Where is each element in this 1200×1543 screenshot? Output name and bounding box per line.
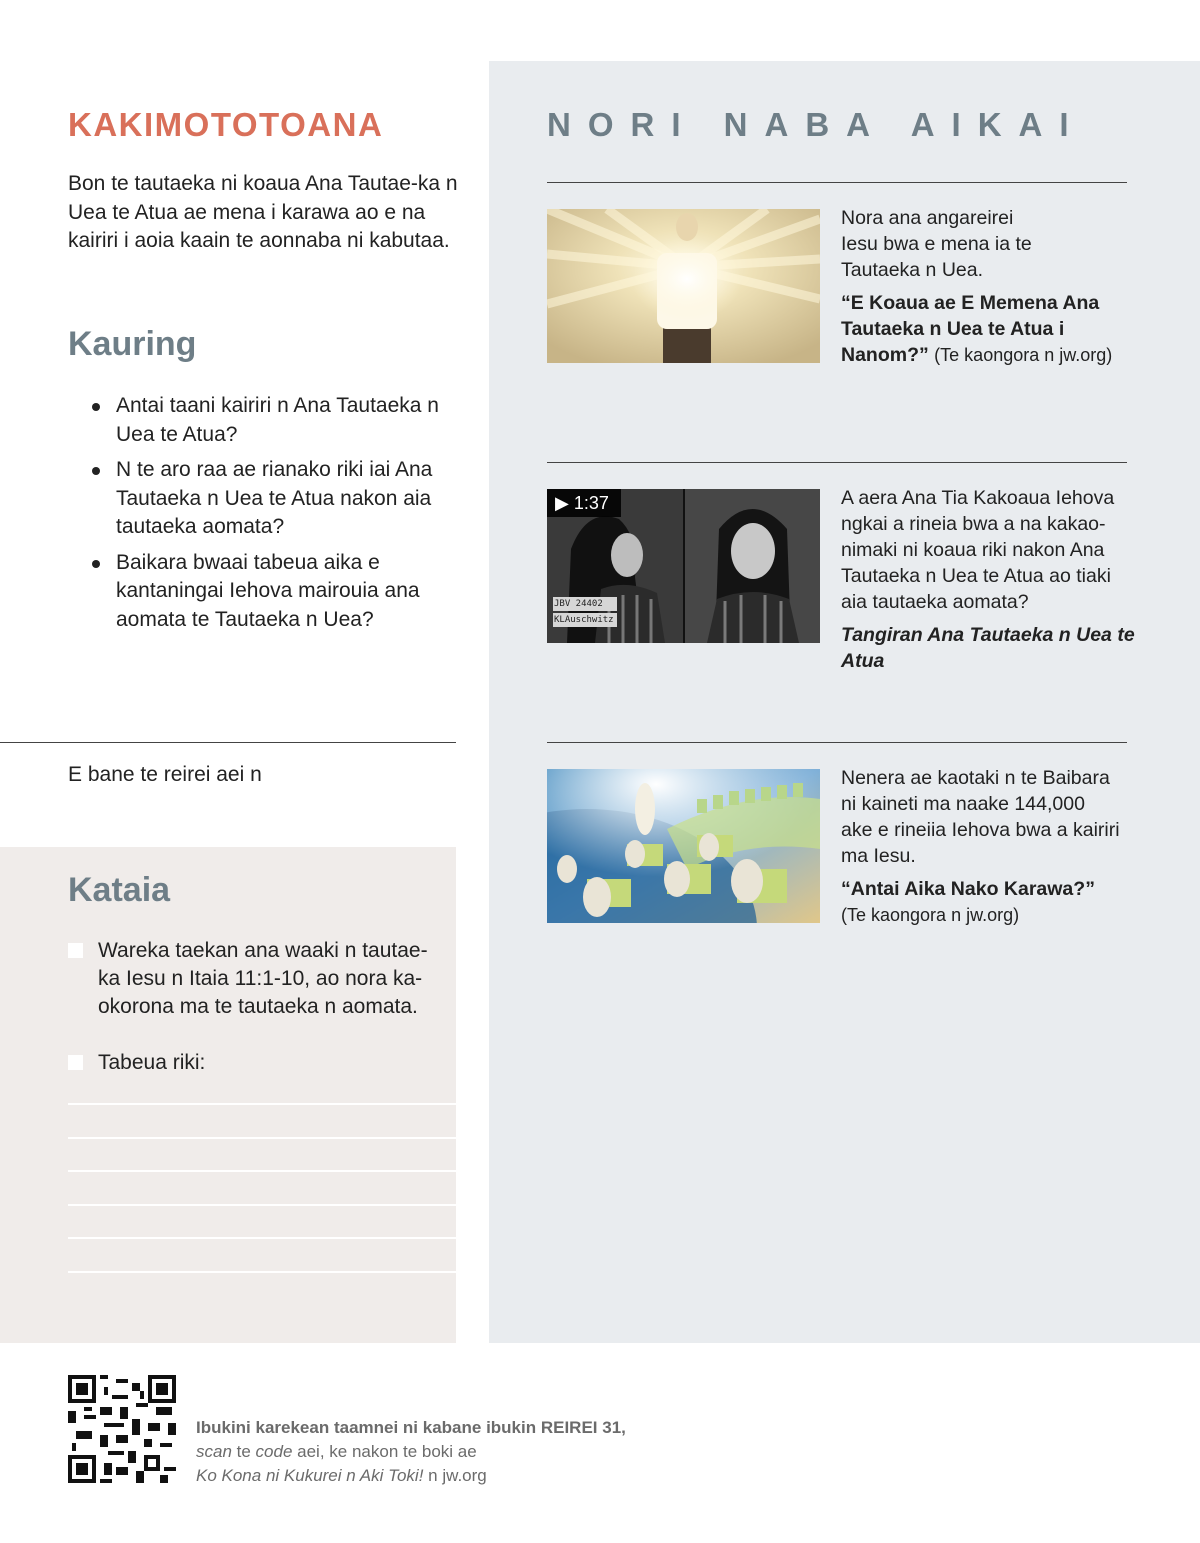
review-item-text: Antai taani kairiri n Ana Tautaeka n Uea te Atua? (116, 394, 439, 446)
checkbox-icon[interactable] (68, 943, 83, 958)
video-duration-badge[interactable] (547, 489, 621, 517)
divider (547, 462, 1127, 463)
goal-task-text: Tabeua riki: (98, 1051, 206, 1074)
writing-line[interactable] (68, 1170, 456, 1204)
play-icon: ▶ (555, 493, 569, 513)
writing-line[interactable] (68, 1237, 456, 1271)
explore-item-source: (Te kaongora n jw.org) (934, 345, 1113, 365)
explore-item-title[interactable]: “Antai Aika Nako Karawa?” (841, 878, 1095, 900)
explore-item-2-text (841, 485, 1136, 674)
heavenly-rulers-image[interactable] (547, 769, 820, 923)
explore-item-desc: Nora ana angareirei Iesu bwa e mena ia te Tautaeka n Uea. (841, 207, 1032, 281)
goal-task-2[interactable] (68, 1049, 438, 1077)
writing-line[interactable] (68, 1103, 456, 1137)
divider (0, 742, 456, 743)
footer-code: code (255, 1442, 293, 1461)
explore-item-title[interactable]: “E Koaua ae E Memena Ana Tautaeka n Uea te Atua i Nanom?” (841, 292, 1100, 366)
goal-task-1[interactable] (68, 937, 438, 1021)
qr-code-icon[interactable] (68, 1375, 176, 1483)
explore-item-3-text (841, 765, 1136, 928)
bullet-icon (92, 467, 100, 475)
explore-item-source: (Te kaongora n jw.org) (841, 905, 1020, 925)
mugshot-tag: JBV 24402 (554, 599, 603, 609)
writing-line[interactable] (68, 1137, 456, 1171)
review-heading: Kauring (68, 325, 197, 363)
video-duration: 1:37 (573, 493, 609, 513)
writing-line[interactable] (68, 1204, 456, 1238)
prisoner-photo-image[interactable] (547, 489, 820, 643)
footer-book-title[interactable]: Ko Kona ni Kukurei n Aki Toki! (196, 1466, 424, 1485)
writing-lines[interactable] (68, 1103, 456, 1305)
glowing-figure-image[interactable] (547, 209, 820, 363)
mugshot-place: KLAuschwitz (554, 615, 614, 625)
goal-task-text: Wareka taekan ana waaki n tautae-ka Iesu n Itaia 11:1-10, ao nora ka-okorona ma te tautaeka n aomata. (98, 939, 428, 1018)
bullet-icon (92, 560, 100, 568)
explore-heading: NORI NABA AIKAI (547, 106, 1086, 143)
divider (547, 742, 1127, 743)
completion-date-line: E bane te reirei aei n (68, 763, 262, 786)
review-item (92, 456, 457, 542)
review-list (92, 392, 457, 641)
explore-item-1-text (841, 205, 1136, 368)
review-item (92, 549, 457, 635)
writing-line[interactable] (68, 1271, 456, 1305)
goals-heading: Kataia (68, 871, 171, 909)
footer-line-2: aei, ke nakon te boki ae (292, 1442, 477, 1461)
review-item-text: N te aro raa ae rianako riki iai Ana Tautaeka n Uea te Atua nakon aia tautaeka aomata? (116, 458, 433, 538)
footer-line-3: n jw.org (423, 1466, 487, 1485)
summary-heading: KAKIMOTOTOANA (68, 106, 384, 143)
review-item (92, 392, 457, 449)
footer-line-1: Ibukini karekean taamnei ni kabane ibukin REIREI 31, (196, 1418, 626, 1437)
review-item-text: Baikara bwaai tabeua aika e kantaningai Iehova mairouia ana aomata te Tautaeka n Uea? (116, 550, 420, 631)
footer-note (196, 1416, 676, 1488)
footer-te: te (231, 1442, 256, 1461)
bullet-icon (92, 403, 100, 411)
explore-item-title[interactable]: Tangiran Ana Tautaeka n Uea te Atua (841, 624, 1135, 672)
explore-item-desc: Nenera ae kaotaki n te Baibara ni kaineti ma naake 144,000 ake e rineiia Iehova bwa a kairiri ma Iesu. (841, 767, 1120, 867)
explore-item-desc: A aera Ana Tia Kakoaua Iehova ngkai a rineia bwa a na kakao-nimaki ni koaua riki nakon Ana Tautaeka n Uea te Atua ao tiaki aia tautaeka aomata? (841, 487, 1115, 613)
divider (547, 182, 1127, 183)
footer-scan: scan (196, 1442, 232, 1461)
summary-text: Bon te tautaeka ni koaua Ana Tautae-ka n Uea te Atua ae mena i karawa ao e na kairiri i aoia kaain te aonnaba ni kabutaa. (68, 172, 458, 252)
checkbox-icon[interactable] (68, 1055, 83, 1070)
explore-item-link[interactable] (841, 290, 1136, 368)
